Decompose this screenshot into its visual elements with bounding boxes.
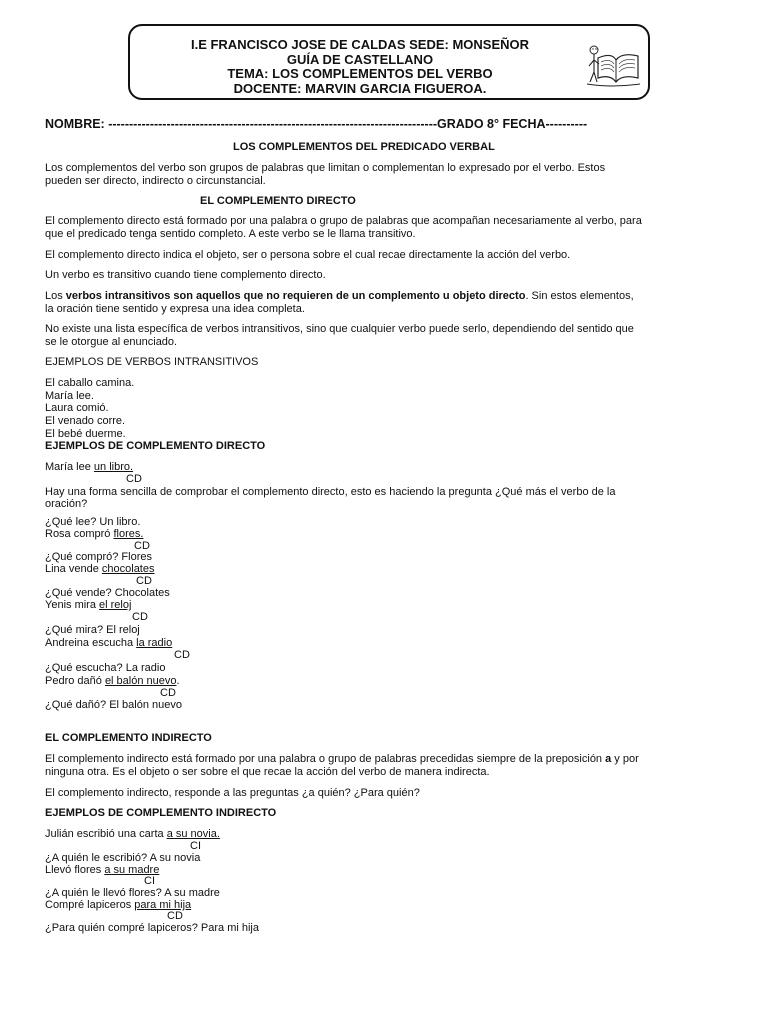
question-line: ¿Qué lee? Un libro. — [45, 516, 141, 528]
intransitive-line-2: la oración tiene sentido y expresa una idea completa. — [45, 303, 305, 315]
direct-examples-title: EJEMPLOS DE COMPLEMENTO DIRECTO — [45, 440, 266, 452]
cd-tag: CD — [126, 473, 142, 485]
underlined-complement: para mi hija — [134, 899, 192, 911]
question-line: ¿Qué escucha? La radio — [45, 662, 166, 674]
intransitive-example: El venado corre. — [45, 415, 126, 427]
question-line: ¿Qué dañó? El balón nuevo — [45, 699, 182, 711]
preposition-bold: a — [605, 753, 612, 765]
cd-tag: CD — [167, 910, 183, 922]
underlined-complement: un libro. — [93, 461, 134, 473]
example-text: Rosa compró — [45, 528, 114, 540]
underlined-complement: el reloj — [99, 599, 132, 611]
underlined-complement: flores. — [113, 528, 144, 540]
question-line: ¿Qué compró? Flores — [45, 551, 152, 563]
ci-tag: CI — [144, 875, 155, 887]
section-title-indirect: EL COMPLEMENTO INDIRECTO — [45, 732, 212, 744]
indirect-definition-line-1 — [45, 753, 639, 766]
intransitive-post: . Sin estos elementos, — [525, 290, 634, 302]
example-text: Yenis mira — [45, 599, 100, 611]
underlined-complement: chocolates — [101, 563, 155, 575]
indirect-definition-line-2: ninguna otra. Es el objeto o ser sobre el que recae la acción del verbo de manera indirecta. — [45, 766, 490, 778]
underlined-complement: el balón nuevo — [104, 675, 177, 687]
intransitive-definition-bold: verbos intransitivos son aquellos que no requieren de un complemento u objeto directo — [65, 290, 526, 302]
direct-definition-line-1: El complemento directo está formado por una palabra o grupo de palabras que acompañan necesariamente al verbo, para — [45, 215, 642, 227]
indirect-questions-paragraph: El complemento indirecto, responde a las preguntas ¿a quién? ¿Para quién? — [45, 787, 420, 799]
example-period: . — [176, 675, 180, 687]
direct-example — [45, 599, 131, 612]
intro-line-2: pueden ser directo, indirecto o circunstancial. — [45, 175, 266, 187]
main-title: LOS COMPLEMENTOS DEL PREDICADO VERBAL — [233, 141, 495, 153]
intransitive-example: María lee. — [45, 390, 94, 402]
cd-tag: CD — [132, 611, 148, 623]
cd-tag: CD — [136, 575, 152, 587]
header-lines — [130, 38, 590, 96]
question-line: ¿Qué vende? Chocolates — [45, 587, 170, 599]
open-book-icon — [584, 36, 642, 92]
method-line-1: Hay una forma sencilla de comprobar el complemento directo, esto es haciendo la pregunta ¿Qué más el verbo de la — [45, 486, 616, 498]
direct-definition-line-2: que el predicado tenga sentido completo. A este verbo se le llama transitivo. — [45, 228, 416, 240]
indirect-example — [45, 864, 159, 877]
example-text: Julián escribió una carta — [45, 828, 167, 840]
intransitive-example: El caballo camina. — [45, 377, 135, 389]
intransitive-pre: Los — [45, 290, 66, 302]
example-text: Lina vende — [45, 563, 102, 575]
method-line-2: oración? — [45, 498, 88, 510]
example-text: Pedro dañó — [45, 675, 105, 687]
teacher-name: DOCENTE: MARVIN GARCIA FIGUEROA. — [233, 80, 487, 96]
underlined-complement: a su novia. — [166, 828, 220, 840]
indirect-examples-title: EJEMPLOS DE COMPLEMENTO INDIRECTO — [45, 807, 277, 819]
transitive-paragraph: Un verbo es transitivo cuando tiene complemento directo. — [45, 269, 326, 281]
intransitive-list-line-2: se le otorgue al enunciado. — [45, 336, 178, 348]
cd-tag: CD — [174, 649, 190, 661]
underlined-complement: la radio — [136, 637, 173, 649]
indirect-definition-post: y por — [611, 753, 639, 765]
intransitive-example: Laura comió. — [45, 402, 109, 414]
intransitive-line-1 — [45, 290, 634, 303]
underlined-complement: a su madre — [104, 864, 160, 876]
topic-title: TEMA: LOS COMPLEMENTOS DEL VERBO — [227, 66, 493, 81]
school-name: I.E FRANCISCO JOSE DE CALDAS SEDE: MONSEÑOR — [190, 37, 530, 52]
example-text: Llevó flores — [45, 864, 105, 876]
direct-example — [45, 528, 143, 541]
indirect-definition-text: El complemento indirecto está formado por una palabra o grupo de palabras precedidas siempre de la preposición — [45, 753, 606, 765]
question-line: ¿Para quién compré lapiceros? Para mi hija — [45, 922, 259, 934]
direct-example — [45, 637, 172, 650]
direct-example — [45, 461, 133, 474]
ci-tag: CI — [190, 840, 201, 852]
example-text: Andreina escucha — [45, 637, 137, 649]
intro-line-1: Los complementos del verbo son grupos de palabras que limitan o complementan lo expresado por el verbo. Estos — [45, 162, 606, 174]
example-text: María lee — [45, 461, 94, 473]
cd-tag: CD — [160, 687, 176, 699]
cd-tag: CD — [134, 540, 150, 552]
question-line: ¿A quién le escribió? A su novia — [45, 852, 201, 864]
student-name-line: NOMBRE: -------------------------------------------------------------------------------GRADO 8° FECHA---------- — [45, 117, 588, 131]
intransitive-examples-title: EJEMPLOS DE VERBOS INTRANSITIVOS — [45, 356, 259, 368]
direct-object-paragraph: El complemento directo indica el objeto, ser o persona sobre el cual recae directamente la acción del verbo. — [45, 249, 571, 261]
example-text: Compré lapiceros — [45, 899, 135, 911]
subject-title: GUÍA DE CASTELLANO — [286, 51, 434, 67]
intransitive-list-line-1: No existe una lista específica de verbos intransitivos, sino que cualquier verbo puede serlo, dependiendo del sentido que — [45, 323, 634, 335]
question-line: ¿Qué mira? El reloj — [45, 624, 140, 636]
intransitive-example: El bebé duerme. — [45, 428, 126, 440]
question-line: ¿A quién le llevó flores? A su madre — [45, 887, 220, 899]
section-title-direct: EL COMPLEMENTO DIRECTO — [200, 195, 356, 207]
header-box — [128, 24, 650, 100]
